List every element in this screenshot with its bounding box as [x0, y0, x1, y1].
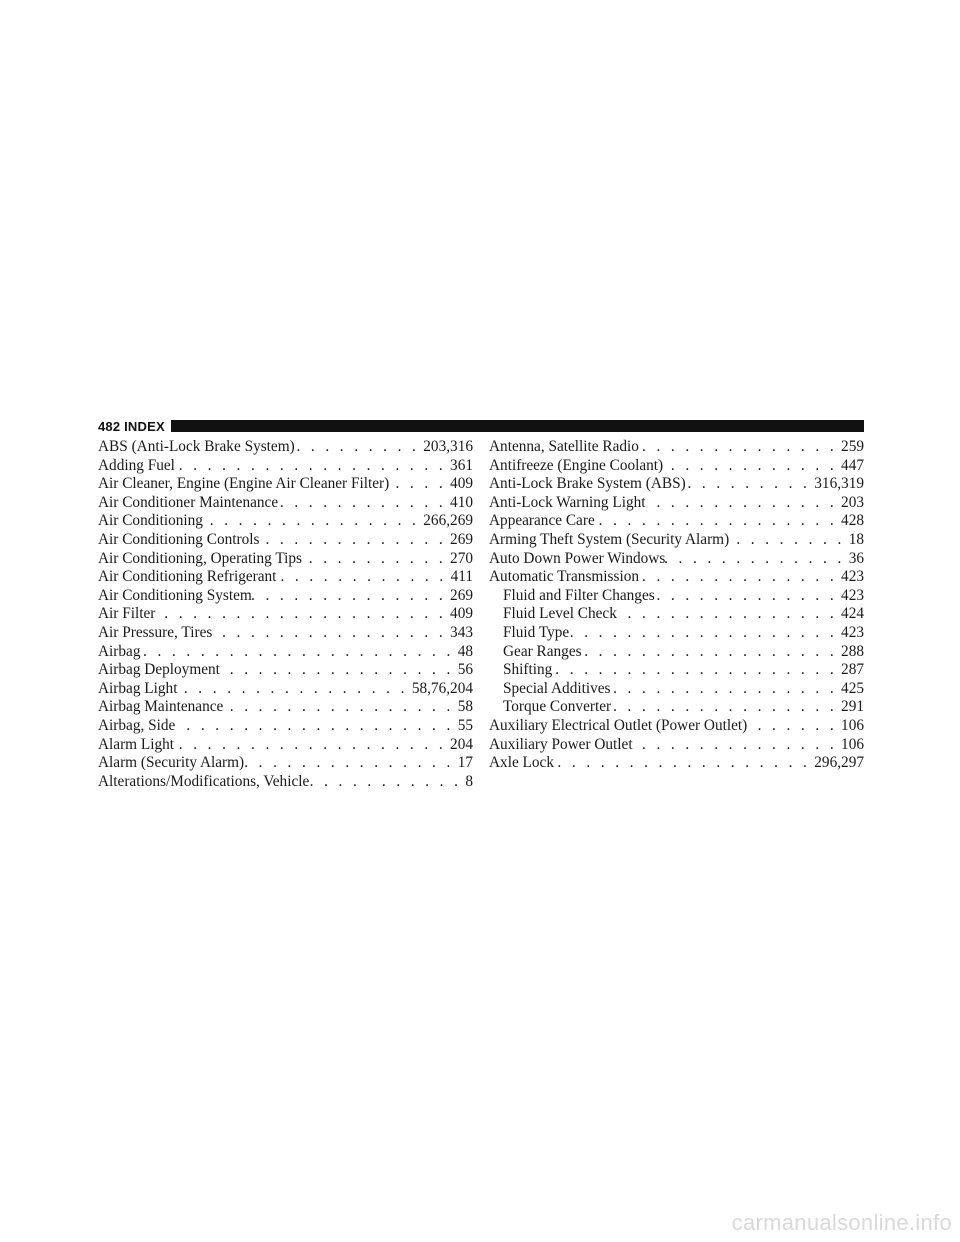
- dot-leader: [611, 698, 841, 717]
- dot-leader: [552, 661, 841, 680]
- index-term: Air Pressure, Tires: [98, 623, 213, 641]
- index-subentry: [489, 698, 864, 717]
- index-term: Air Conditioning Refrigerant: [98, 568, 277, 586]
- page-reference: 17: [457, 754, 473, 772]
- page-reference: 316,319: [814, 475, 864, 493]
- dot-leader: [244, 754, 458, 773]
- index-entry: [98, 605, 473, 624]
- index-term: Antenna, Satellite Radio: [489, 438, 639, 455]
- index-entry: [98, 512, 473, 531]
- page-reference: 106: [841, 716, 864, 734]
- index-subentry: [489, 587, 864, 606]
- index-term: Arming Theft System (Security Alarm): [489, 530, 730, 548]
- dot-leader: [663, 457, 841, 476]
- page-reference: 288: [841, 642, 864, 660]
- page-reference: 36: [848, 549, 864, 567]
- dot-leader: [655, 587, 841, 606]
- index-term: Appearance Care: [489, 512, 595, 530]
- dot-leader: [140, 643, 457, 662]
- index-term: Air Cleaner, Engine (Engine Air Cleaner Filter): [98, 475, 390, 493]
- dot-leader: [309, 773, 465, 792]
- index-entry: [98, 624, 473, 643]
- index-term: Fluid and Filter Changes: [503, 586, 655, 604]
- page-reference: 409: [450, 475, 473, 493]
- dot-leader: [595, 512, 841, 531]
- index-entry: [489, 531, 864, 550]
- index-term: Airbag Light: [98, 679, 178, 697]
- index-entry: [98, 494, 473, 513]
- index-term: Air Conditioner Maintenance: [98, 493, 279, 511]
- index-term: Anti-Lock Brake System (ABS): [489, 475, 686, 493]
- page-reference: 56: [457, 661, 473, 679]
- index-entry: [489, 494, 864, 513]
- index-term: Air Filter: [98, 605, 156, 623]
- page-reference: 343: [450, 623, 473, 641]
- index-term: Alterations/Modifications, Vehicle: [98, 772, 310, 790]
- dot-leader: [639, 568, 841, 587]
- dot-leader: [617, 605, 841, 624]
- dot-leader: [747, 717, 841, 736]
- index-entry: [98, 643, 473, 662]
- dot-leader: [686, 475, 815, 494]
- dot-leader: [223, 698, 457, 717]
- index-term: Adding Fuel: [98, 456, 175, 474]
- index-entry: [98, 698, 473, 717]
- dot-leader: [175, 717, 457, 736]
- index-term: Alarm (Security Alarm): [98, 754, 245, 772]
- index-entry: [489, 550, 864, 569]
- page-reference: 287: [841, 661, 864, 679]
- index-term: ABS (Anti-Lock Brake System): [98, 438, 295, 455]
- dot-leader: [389, 475, 450, 494]
- index-entry: [98, 773, 473, 792]
- page-reference: 361: [450, 456, 473, 474]
- page-reference: 106: [841, 735, 864, 753]
- page-reference: 410: [450, 493, 473, 511]
- page-reference: 18: [848, 530, 864, 548]
- index-term: Fluid Level Check: [503, 605, 617, 623]
- index-entry: [98, 736, 473, 755]
- page-reference: 411: [450, 568, 473, 586]
- section-title: INDEX: [124, 418, 165, 434]
- dot-leader: [259, 531, 450, 550]
- index-term: Axle Lock: [489, 754, 554, 772]
- page-reference: 269: [450, 586, 473, 604]
- page-reference: 48: [457, 642, 473, 660]
- dot-leader: [569, 624, 841, 643]
- index-subentry: [489, 661, 864, 680]
- index-entry: [489, 736, 864, 755]
- page-reference: 423: [841, 623, 864, 641]
- index-entry: [489, 457, 864, 476]
- page-reference: 58,76,204: [411, 679, 473, 697]
- index-entry: [98, 568, 473, 587]
- index-term: Alarm Light: [98, 735, 175, 753]
- index-subentry: [489, 680, 864, 699]
- dot-leader: [611, 680, 842, 699]
- index-term: Anti-Lock Warning Light: [489, 493, 646, 511]
- page-reference: 409: [450, 605, 473, 623]
- index-term: Shifting: [503, 661, 553, 679]
- watermark: carmanualsonline.info: [731, 1210, 952, 1235]
- page-number: 482: [98, 418, 121, 434]
- index-column-left: [98, 438, 473, 791]
- index-entry: [489, 754, 864, 773]
- page-reference: 58: [457, 698, 473, 716]
- dot-leader: [177, 680, 411, 699]
- dot-leader: [302, 550, 450, 569]
- page-reference: 269: [450, 530, 473, 548]
- index-term: Airbag: [98, 642, 141, 660]
- page-reference: 266,269: [423, 512, 473, 530]
- index-term: Automatic Transmission: [489, 568, 640, 586]
- dot-leader: [252, 587, 450, 606]
- header-label: [98, 419, 171, 434]
- index-entry: [98, 587, 473, 606]
- page-reference: 425: [841, 679, 864, 697]
- page-reference: 259: [841, 438, 864, 455]
- page-reference: 8: [465, 772, 473, 790]
- dot-leader: [295, 438, 424, 457]
- index-entry: [98, 457, 473, 476]
- page-reference: 424: [841, 605, 864, 623]
- page-reference: 423: [841, 586, 864, 604]
- index-term: Auxiliary Electrical Outlet (Power Outlet): [489, 716, 748, 734]
- dot-leader: [155, 605, 450, 624]
- index-term: Torque Converter: [503, 698, 612, 716]
- index-entry: [489, 438, 864, 457]
- index-term: Antifreeze (Engine Coolant): [489, 456, 664, 474]
- dot-leader: [278, 494, 450, 513]
- index-entry: [489, 475, 864, 494]
- index-entry: [98, 475, 473, 494]
- dot-leader: [582, 643, 841, 662]
- dot-leader: [646, 494, 842, 513]
- index-entry: [489, 512, 864, 531]
- dot-leader: [212, 624, 450, 643]
- page-reference: 447: [841, 456, 864, 474]
- dot-leader: [174, 736, 450, 755]
- dot-leader: [729, 531, 849, 550]
- dot-leader: [220, 661, 458, 680]
- index-term: Auto Down Power Windows: [489, 549, 666, 567]
- index-entry: [98, 438, 473, 457]
- page-reference: 428: [841, 512, 864, 530]
- page-reference: 204: [450, 735, 473, 753]
- index-subentry: [489, 624, 864, 643]
- index-term: Gear Ranges: [503, 642, 582, 660]
- index-term: Air Conditioning Controls: [98, 530, 260, 548]
- index-entry: [98, 754, 473, 773]
- index-entry: [489, 717, 864, 736]
- index-term: Air Conditioning System: [98, 586, 252, 604]
- index-entry: [98, 717, 473, 736]
- dot-leader: [554, 754, 814, 773]
- index-term: Air Conditioning, Operating Tips: [98, 549, 302, 567]
- page-reference: 291: [841, 698, 864, 716]
- dot-leader: [175, 457, 450, 476]
- index-entry: [98, 550, 473, 569]
- header-rule: [171, 420, 864, 432]
- dot-leader: [633, 736, 841, 755]
- index-term: Airbag, Side: [98, 716, 176, 734]
- dot-leader: [665, 550, 848, 569]
- index-column-right: [489, 438, 864, 773]
- index-entry: [98, 531, 473, 550]
- page-reference: 423: [841, 568, 864, 586]
- index-term: Special Additives: [503, 679, 611, 697]
- page-reference: 296,297: [814, 754, 864, 772]
- index-term: Fluid Type: [503, 623, 570, 641]
- dot-leader: [276, 568, 450, 587]
- page-header: [98, 416, 864, 436]
- page-reference: 270: [450, 549, 473, 567]
- page-reference: 55: [457, 716, 473, 734]
- dot-leader: [203, 512, 423, 531]
- page-reference: 203: [841, 493, 864, 511]
- index-subentry: [489, 605, 864, 624]
- dot-leader: [639, 438, 841, 457]
- index-entry: [98, 661, 473, 680]
- index-entry: [98, 680, 473, 699]
- index-term: Auxiliary Power Outlet: [489, 735, 633, 753]
- index-term: Air Conditioning: [98, 512, 203, 530]
- page-reference: 203,316: [423, 438, 473, 455]
- index-entry: [489, 568, 864, 587]
- index-term: Airbag Maintenance: [98, 698, 224, 716]
- index-subentry: [489, 643, 864, 662]
- index-term: Airbag Deployment: [98, 661, 220, 679]
